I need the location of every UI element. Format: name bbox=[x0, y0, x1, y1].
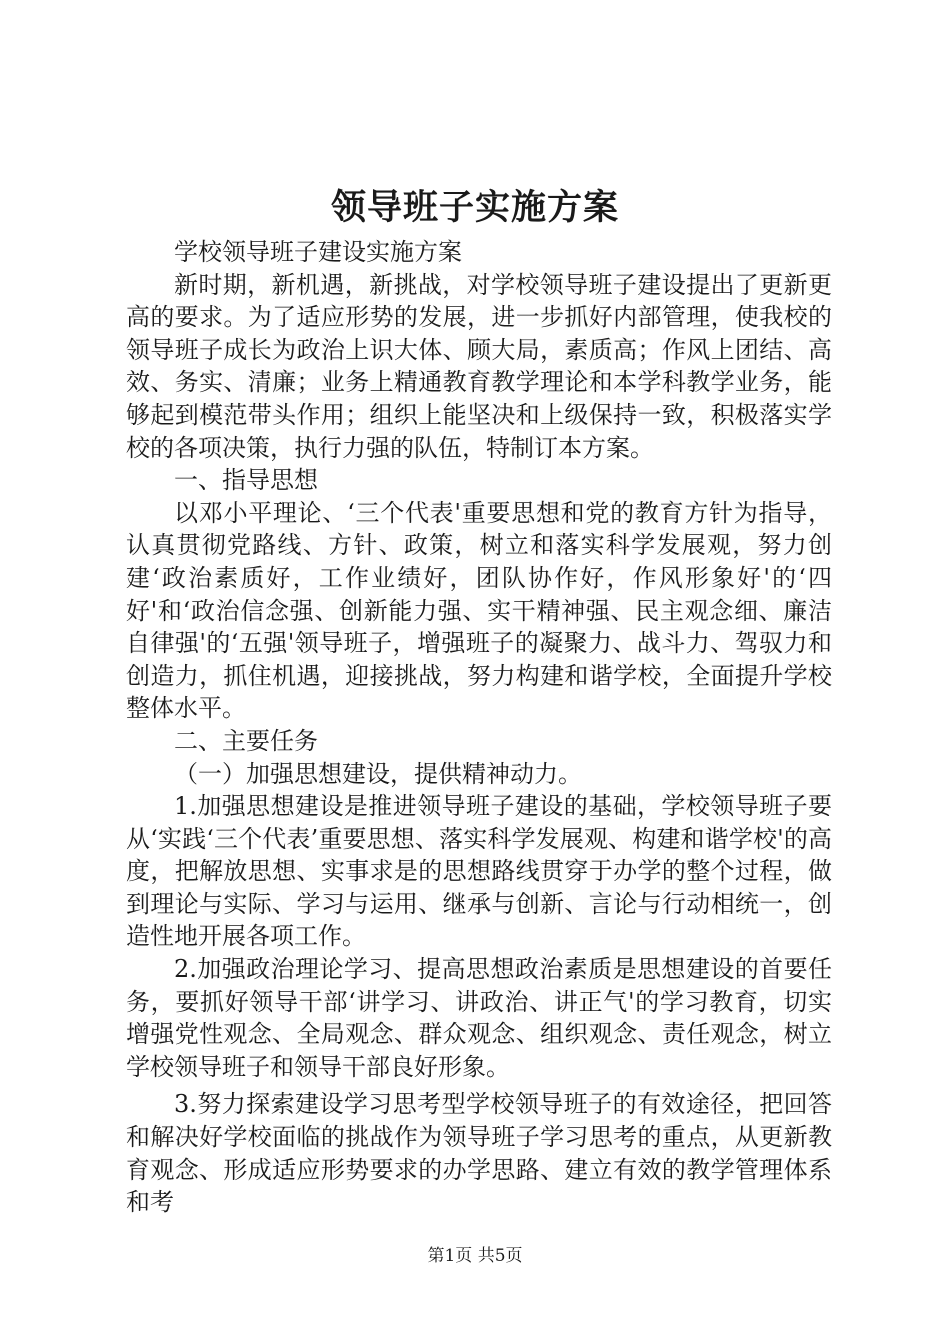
paragraph-subtitle: 学校领导班子建设实施方案 bbox=[174, 238, 462, 266]
document-body bbox=[126, 236, 832, 1219]
document-title: 领导班子实施方案 bbox=[330, 187, 619, 228]
paragraph-guiding-thought: 以邓小平理论、‘三个代表'重要思想和党的教育方针为指导，认真贯彻党路线、方针、政策，树立和落实科学发展观，努力创建‘政治素质好，工作业绩好，团队协作好，作风形象好'的‘四好'和‘政治信念强、创新能力强、实干精神强、民主观念细、廉洁自律强'的‘五强'领导班子，增强班子的凝聚力、战斗力、驾驭力和创造力，抓住机遇，迎接挑战，努力构建和谐学校，全面提升学校整体水平。 bbox=[126, 498, 832, 723]
paragraph-item-3: 3.努力探索建设学习思考型学校领导班子的有效途径，把回答和解决好学校面临的挑战作为领导班子学习思考的重点，从更新教育观念、形成适应形势要求的办学思路、建立有效的教学管理体系和考 bbox=[126, 1090, 832, 1217]
section-heading-guiding-thought: 一、指导思想 bbox=[174, 466, 318, 495]
paragraph-item-1: 1.加强思想建设是推进领导班子建设的基础，学校领导班子要从‘实践‘三个代表’重要思想、落实科学发展观、构建和谐学校'的高度，把解放思想、实事求是的思想路线贯穿于办学的整个过程，做到理论与实际、学习与运用、继承与创新、言论与行动相统一，创造性地开展各项工作。 bbox=[126, 792, 832, 951]
subsection-heading-ideology: （一）加强思想建设，提供精神动力。 bbox=[174, 759, 582, 788]
paragraph-intro: 新时期，新机遇，新挑战，对学校领导班子建设提出了更新更高的要求。为了适应形势的发展，进一步抓好内部管理，使我校的领导班子成长为政治上识大体、顾大局，素质高；作风上团结、高效、务实、清廉；业务上精通教育教学理论和本学科教学业务，能够起到模范带头作用；组织上能坚决和上级保持一致，积极落实学校的各项决策，执行力强的队伍，特制订本方案。 bbox=[126, 270, 832, 462]
paragraph-item-2: 2.加强政治理论学习、提高思想政治素质是思想建设的首要任务，要抓好领导干部‘讲学习、讲政治、讲正气'的学习教育，切实增强党性观念、全局观念、群众观念、组织观念、责任观念，树立学校领导班子和领导干部良好形象。 bbox=[126, 955, 832, 1081]
section-heading-main-tasks: 二、主要任务 bbox=[174, 726, 318, 755]
page-indicator: 第1页 共5页 bbox=[427, 1246, 523, 1266]
